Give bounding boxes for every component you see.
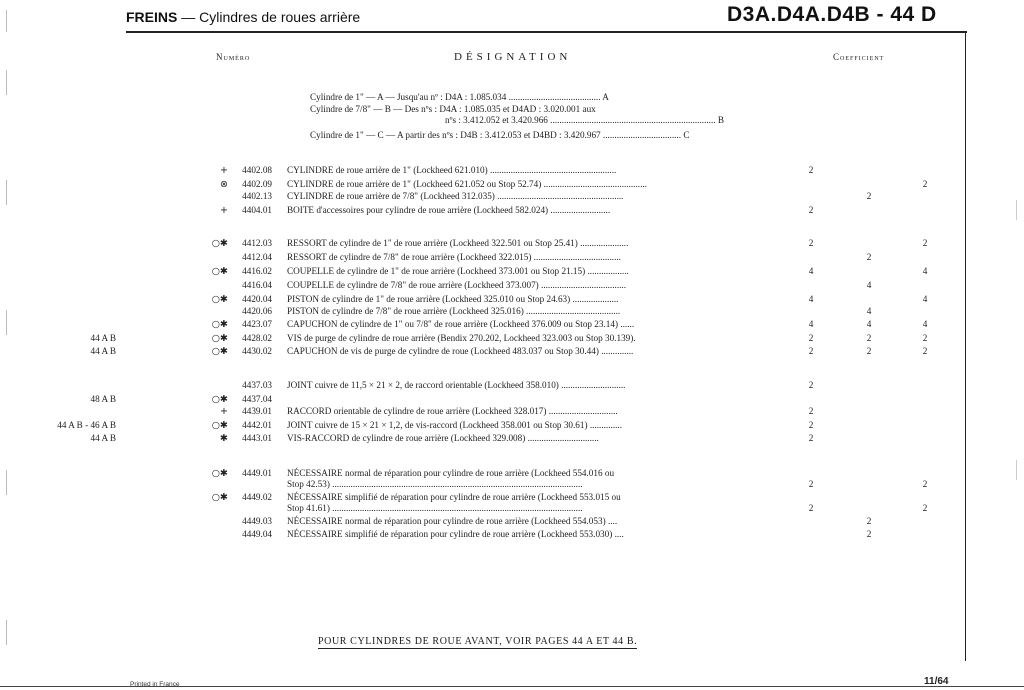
coefficient-a: 4 <box>808 294 814 304</box>
row-reference: 44 A B - 46 A B <box>57 420 116 430</box>
table-row <box>0 165 965 177</box>
part-designation: VIS de purge de cylindre de roue arrière (Bendix 270.202, Lockheed 323.003 ou Stop 30.139). <box>287 333 636 343</box>
part-number: 4402.08 <box>242 165 272 175</box>
table-row <box>0 266 965 278</box>
margin-mark <box>6 470 7 495</box>
coefficient-c: 2 <box>922 346 928 356</box>
part-designation: NÉCESSAIRE normal de réparation pour cylindre de roue arrière (Lockheed 554.053) .... <box>287 516 618 526</box>
part-number: 4402.09 <box>242 179 272 189</box>
part-designation: PISTON de cylindre de 1" de roue arrière (Lockheed 325.010 ou Stop 24.63) .................... <box>287 294 619 304</box>
margin-mark <box>1016 460 1017 480</box>
margin-mark <box>6 180 7 205</box>
part-designation: COUPELLE de cylindre de 7/8" de roue arrière (Lockheed 373.007) ..................................... <box>287 280 627 290</box>
coefficient-a: 2 <box>808 380 814 390</box>
coefficient-a: 4 <box>808 266 814 276</box>
margin-mark <box>6 310 7 335</box>
section-title <box>126 9 360 25</box>
bottom-rule <box>0 686 1024 687</box>
row-symbol: ○✱ <box>211 420 228 431</box>
coefficient-b: 2 <box>866 252 872 262</box>
margin-mark <box>1016 200 1017 220</box>
coefficient-b: 2 <box>866 516 872 526</box>
coefficient-a: 2 <box>808 238 814 248</box>
table-row <box>0 406 965 418</box>
table-row <box>0 529 965 541</box>
coefficient-a: 2 <box>808 406 814 416</box>
table-row <box>0 420 965 432</box>
coefficient-c: 4 <box>922 319 928 329</box>
part-number: 4449.01 <box>242 468 272 478</box>
page-number: 11/64 <box>924 676 949 687</box>
part-designation: NÉCESSAIRE simplifié de réparation pour cylindre de roue arrière (Lockheed 553.015 ou <box>287 492 621 502</box>
row-symbol: ○✱ <box>211 294 228 305</box>
top-rule <box>126 31 967 33</box>
section-name: FREINS <box>126 9 178 25</box>
part-designation: BOITE d'accessoires pour cylindre de roue arrière (Lockheed 582.024) .......................... <box>287 205 611 215</box>
part-number: 4449.03 <box>242 516 272 526</box>
coefficient-b: 2 <box>866 529 872 539</box>
table-row <box>0 503 965 515</box>
coefficient-c: 2 <box>922 179 928 189</box>
part-designation: COUPELLE de cylindre de 1" de roue arrière (Lockheed 373.001 ou Stop 21.15) .................. <box>287 266 629 276</box>
part-designation: Stop 41.61) ............................................................................................................. <box>287 503 583 513</box>
table-row <box>0 205 965 217</box>
row-symbol: ○✱ <box>211 319 228 330</box>
part-number: 4449.04 <box>242 529 272 539</box>
row-symbol: ○✱ <box>211 394 228 405</box>
part-designation: CAPUCHON de vis de purge de cylindre de roue (Lockheed 483.037 ou Stop 30.44) .............. <box>287 346 634 356</box>
coefficient-b: 4 <box>866 280 872 290</box>
row-symbol: + <box>220 205 228 216</box>
part-number: 4430.02 <box>242 346 272 356</box>
table-row <box>0 319 965 331</box>
printed-in: Printed in France <box>130 681 180 688</box>
part-designation: Stop 42.53) ............................................................................................................. <box>287 479 583 489</box>
table-row <box>0 280 965 292</box>
row-symbol: + <box>220 165 228 176</box>
coefficient-c: 2 <box>922 333 928 343</box>
part-designation: VIS-RACCORD de cylindre de roue arrière (Lockheed 329.008) ............................... <box>287 433 599 443</box>
part-number: 4412.04 <box>242 252 272 262</box>
part-designation: RESSORT de cylindre de 1" de roue arrière (Lockheed 322.501 ou Stop 25.41) ..................... <box>287 238 629 248</box>
coefficient-a: 2 <box>808 165 814 175</box>
coefficient-a: 2 <box>808 205 814 215</box>
intro-line: Cylindre de 1" — A — Jusqu'au nº : D4A : 1.085.034 ........................................ A <box>310 92 609 102</box>
part-number: 4437.04 <box>242 394 272 404</box>
footer-note: POUR CYLINDRES DE ROUE AVANT, VOIR PAGES 44 A ET 44 B. <box>318 636 638 647</box>
row-symbol: ○✱ <box>211 238 228 249</box>
coefficient-b: 2 <box>866 333 872 343</box>
margin-mark <box>6 620 7 645</box>
part-designation: JOINT cuivre de 15 × 21 × 1,2, de vis-raccord (Lockheed 358.001 ou Stop 30.61) .............. <box>287 420 623 430</box>
column-header-coefficient: Coefficient <box>833 52 885 62</box>
part-designation: JOINT cuivre de 11,5 × 21 × 2, de raccord orientable (Lockheed 358.010) ............................ <box>287 380 626 390</box>
coefficient-b: 4 <box>866 319 872 329</box>
part-designation: PISTON de cylindre de 7/8" de roue arrière (Lockheed 325.016) ......................................... <box>287 306 621 316</box>
coefficient-c: 4 <box>922 294 928 304</box>
row-symbol: ○✱ <box>211 492 228 503</box>
part-number: 4412.03 <box>242 238 272 248</box>
coefficient-a: 2 <box>808 346 814 356</box>
row-symbol: + <box>220 406 228 417</box>
coefficient-a: 2 <box>808 433 814 443</box>
row-symbol: ○✱ <box>211 333 228 344</box>
coefficient-a: 2 <box>808 420 814 430</box>
part-number: 4404.01 <box>242 205 272 215</box>
coefficient-c: 2 <box>922 479 928 489</box>
table-row <box>0 380 965 392</box>
coefficient-a: 2 <box>808 479 814 489</box>
part-number: 4437.03 <box>242 380 272 390</box>
row-symbol: ⊗ <box>220 179 228 190</box>
part-number: 4416.04 <box>242 280 272 290</box>
part-designation: RACCORD orientable de cylindre de roue arrière (Lockheed 328.017) .............................. <box>287 406 618 416</box>
part-number: 4423.07 <box>242 319 272 329</box>
part-number: 4416.02 <box>242 266 272 276</box>
row-symbol: ○✱ <box>211 346 228 357</box>
table-row <box>0 479 965 491</box>
part-designation: CYLINDRE de roue arrière de 1" (Lockheed 621.010) ....................................................... <box>287 165 617 175</box>
part-designation: CYLINDRE de roue arrière de 7/8" (Lockheed 312.035) ....................................................... <box>287 191 624 201</box>
coefficient-a: 2 <box>808 503 814 513</box>
part-number: 4420.04 <box>242 294 272 304</box>
part-designation: RESSORT de cylindre de 7/8" de roue arrière (Lockheed 322.015) ...................................... <box>287 252 621 262</box>
coefficient-c: 4 <box>922 266 928 276</box>
part-number: 4428.02 <box>242 333 272 343</box>
row-symbol: ○✱ <box>211 468 228 479</box>
table-row <box>0 294 965 306</box>
part-number: 4443.01 <box>242 433 272 443</box>
row-reference: 44 A B <box>90 333 116 343</box>
table-row <box>0 179 965 191</box>
coefficient-b: 4 <box>866 306 872 316</box>
margin-mark <box>6 70 7 95</box>
model-codes: D3A.D4A.D4B - 44 D <box>727 3 937 26</box>
coefficient-a: 4 <box>808 319 814 329</box>
part-number: 4442.01 <box>242 420 272 430</box>
table-row <box>0 394 965 406</box>
table-row <box>0 252 965 264</box>
part-number: 4420.06 <box>242 306 272 316</box>
column-header-numero: Numéro <box>216 52 251 62</box>
intro-line: Cylindre de 7/8" — B — Des nºs : D4A : 1.085.035 et D4AD : 3.020.001 aux <box>310 104 596 114</box>
intro-line: nºs : 3.412.052 et 3.420.966 ........................................................................ B <box>445 115 724 125</box>
table-row <box>0 306 965 318</box>
table-row <box>0 238 965 250</box>
part-number: 4449.02 <box>242 492 272 502</box>
part-number: 4439.01 <box>242 406 272 416</box>
column-header-designation: DÉSIGNATION <box>454 51 572 63</box>
part-designation: CAPUCHON de cylindre de 1" ou 7/8" de roue arrière (Lockheed 376.009 ou Stop 23.14) ...... <box>287 319 635 329</box>
table-row <box>0 433 965 445</box>
intro-line: Cylindre de 1" — C — A partir des nºs : D4B : 3.412.053 et D4BD : 3.420.967 .................................. C <box>310 130 690 140</box>
right-rule <box>965 31 966 661</box>
coefficient-b: 2 <box>866 191 872 201</box>
row-reference: 44 A B <box>90 433 116 443</box>
part-designation: NÉCESSAIRE simplifié de réparation pour cylindre de roue arrière (Lockheed 553.030) .... <box>287 529 624 539</box>
coefficient-c: 2 <box>922 238 928 248</box>
table-row <box>0 516 965 528</box>
table-row <box>0 346 965 358</box>
part-designation: NÉCESSAIRE normal de réparation pour cylindre de roue arrière (Lockheed 554.016 ou <box>287 468 615 478</box>
margin-mark <box>6 10 7 32</box>
row-symbol: ○✱ <box>211 266 228 277</box>
coefficient-b: 2 <box>866 346 872 356</box>
row-reference: 44 A B <box>90 346 116 356</box>
section-subtitle: Cylindres de roues arrière <box>199 9 361 25</box>
coefficient-a: 2 <box>808 333 814 343</box>
part-number: 4402.13 <box>242 191 272 201</box>
part-designation: CYLINDRE de roue arrière de 1" (Lockheed 621.052 ou Stop 52.74) ............................................. <box>287 179 647 189</box>
row-symbol: ✱ <box>220 433 228 444</box>
title-dash: — <box>177 9 200 25</box>
table-row <box>0 333 965 345</box>
row-reference: 48 A B <box>90 394 116 404</box>
coefficient-c: 2 <box>922 503 928 513</box>
table-row <box>0 191 965 203</box>
